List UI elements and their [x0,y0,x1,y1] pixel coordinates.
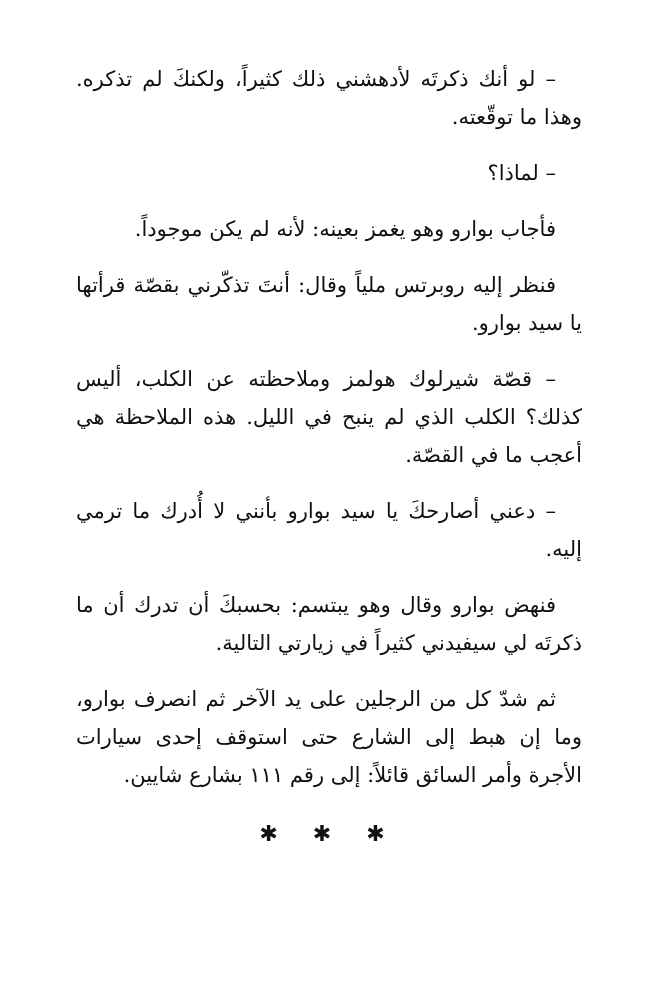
paragraph-1: – لو أنك ذكرتَه لأدهشني ذلك كثيراً، ولكنكَ لم تذكره. وهذا ما توقّعته. [76,67,582,129]
paragraph-3: فأجاب بوارو وهو يغمز بعينه: لأنه لم يكن موجوداً. [134,217,556,241]
book-page [76,60,582,847]
paragraph-7: فنهض بوارو وقال وهو يبتسم: بحسبكَ أن تدرك أن ما ذكرتَه لي سيفيدني كثيراً في زيارتي التالية. [76,593,582,655]
paragraph-5: – قصّة شيرلوك هولمز وملاحظته عن الكلب، أليس كذلك؟ الكلب الذي لم ينبح في الليل. هذه الملاحظة هي أعجب ما في القصّة. [76,367,582,467]
paragraph-4: فنظر إليه روبرتس ملياً وقال: أنتَ تذكّرني بقصّة قرأتها يا سيد بوارو. [76,273,582,335]
paragraph-8: ثم شدّ كل من الرجلين على يد الآخر ثم انصرف بوارو، وما إن هبط إلى الشارع حتى استوقف إحدى سيارات الأجرة وأمر السائق قائلاً: إلى رقم ١١١ بشارع شايين. [76,687,582,787]
section-separator: ✱ ✱ ✱ [259,822,399,847]
paragraph-6: – دعني أصارحكَ يا سيد بوارو بأنني لا أُدرك ما ترمي إليه. [76,499,582,561]
paragraph-2: – لماذا؟ [487,161,556,185]
